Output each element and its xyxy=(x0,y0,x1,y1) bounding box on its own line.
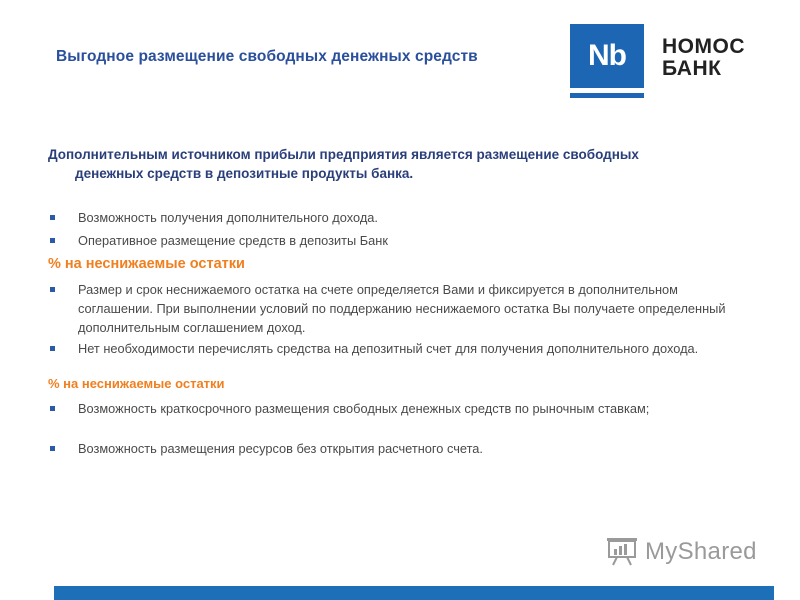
section-heading: % на неснижаемые остатки xyxy=(48,256,245,272)
intro-line-1: Дополнительным источником прибыли предприятия является размещение свободных xyxy=(48,147,639,162)
list-item xyxy=(48,208,728,227)
bullet-icon xyxy=(50,446,55,451)
logo-wordmark xyxy=(662,36,745,80)
bullet-icon xyxy=(50,238,55,243)
nomos-bank-logo xyxy=(570,24,760,100)
list-item-text: Возможность получения дополнительного дохода. xyxy=(78,210,378,225)
list-item xyxy=(48,439,728,458)
bullet-icon xyxy=(50,346,55,351)
logo-line-1: НОМОС xyxy=(662,35,745,58)
list-item-text: Возможность размещения ресурсов без открытия расчетного счета. xyxy=(78,441,483,456)
list-item-text: Оперативное размещение средств в депозиты Банк xyxy=(78,233,388,248)
list-item-text: Возможность краткосрочного размещения свободных денежных средств по рыночным ставкам; xyxy=(78,401,650,416)
bullet-icon xyxy=(50,287,55,292)
logo-underline xyxy=(570,93,644,98)
watermark-text: MyShared xyxy=(645,538,757,565)
myshared-watermark xyxy=(605,534,775,570)
intro-text xyxy=(48,145,748,183)
list-item xyxy=(48,339,728,358)
footer-bar xyxy=(54,586,774,600)
bullet-icon xyxy=(50,406,55,411)
bullet-icon xyxy=(50,215,55,220)
logo-mark: Nb xyxy=(570,24,644,88)
presentation-board-icon xyxy=(605,536,639,566)
list-item xyxy=(48,280,728,337)
list-item-text: Нет необходимости перечислять средства на депозитный счет для получения дополнительного дохода. xyxy=(78,341,699,356)
intro-line-2: денежных средств в депозитные продукты банка. xyxy=(75,166,414,181)
slide-title: Выгодное размещение свободных денежных средств xyxy=(56,48,478,65)
section-heading: % на неснижаемые остатки xyxy=(48,376,225,391)
list-item xyxy=(48,399,728,418)
list-item-text: Размер и срок неснижаемого остатка на счете определяется Вами и фиксируется в дополнительном соглашении. При выполнении условий по поддержанию неснижаемого остатка Вы получаете определенный дополнительным соглашением доход. xyxy=(78,282,726,335)
logo-line-2: БАНК xyxy=(662,57,722,80)
list-item xyxy=(48,231,728,250)
